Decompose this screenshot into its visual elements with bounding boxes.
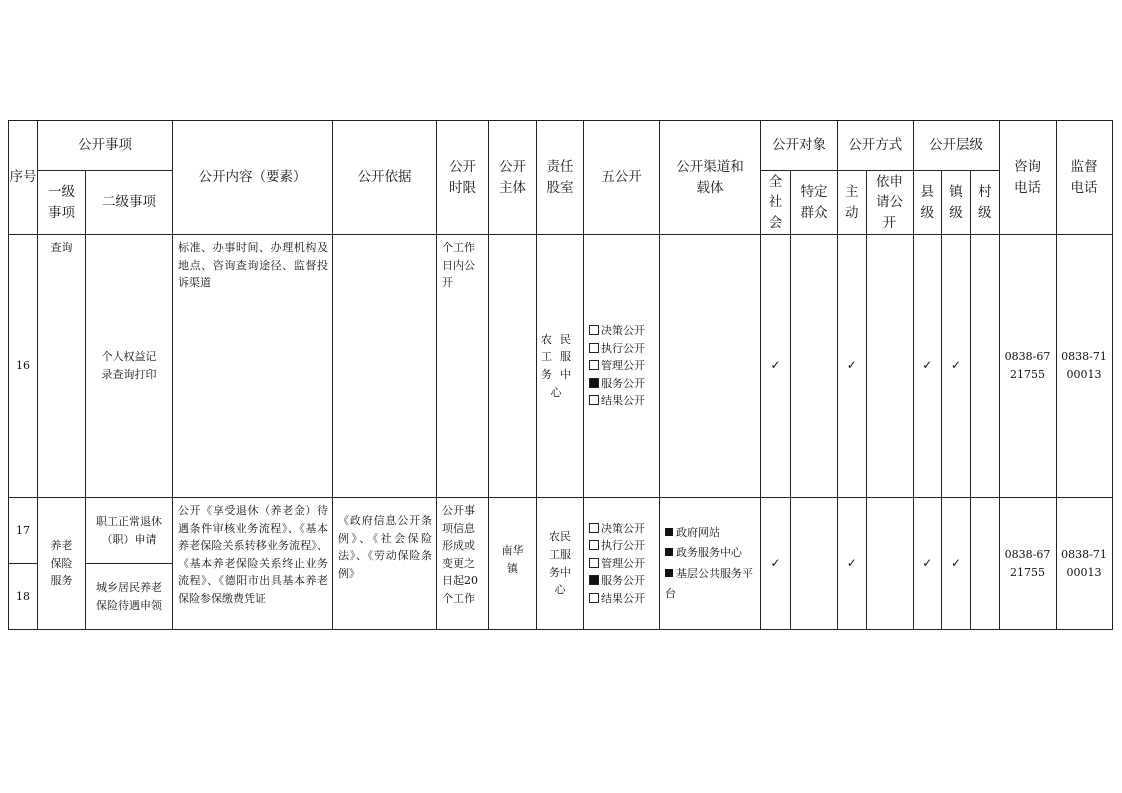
header-target: 公开对象 <box>761 121 838 171</box>
five-item: 决策公开 <box>589 322 655 340</box>
check-all-society: ✓ <box>761 498 791 630</box>
header-level2: 二级事项 <box>86 171 173 235</box>
channel-item: 政府网站 <box>665 523 756 543</box>
checkbox-result <box>589 593 599 603</box>
header-limit: 公开时限 <box>437 121 489 235</box>
row-channel <box>660 235 761 498</box>
filled-square-icon <box>665 569 673 577</box>
checkbox-result <box>589 395 599 405</box>
checkbox-management <box>589 360 599 370</box>
row-channel <box>660 498 761 630</box>
five-item: 管理公开 <box>589 555 655 573</box>
row-subject: 南华镇 <box>489 498 537 630</box>
row-phone-supervise: 0838-7100013 <box>1056 235 1112 498</box>
header-level1: 一级事项 <box>38 171 86 235</box>
row-seq: 16 <box>9 235 38 498</box>
table-row <box>9 235 1113 498</box>
five-item: 服务公开 <box>589 375 655 393</box>
row-basis: 《政府信息公开条例》、《社会保险法》、《劳动保险条例》 <box>333 498 437 630</box>
header-town: 镇级 <box>942 171 971 235</box>
row-limit: 公开事项信息形成或变更之日起20个工作 <box>437 498 489 630</box>
check-active: ✓ <box>838 498 867 630</box>
header-supervise: 监督电话 <box>1056 121 1112 235</box>
check-active: ✓ <box>838 235 867 498</box>
check-town: ✓ <box>942 498 971 630</box>
filled-square-icon <box>665 528 673 536</box>
header-seq: 序号 <box>9 121 38 235</box>
header-items: 公开事项 <box>38 121 173 171</box>
five-item: 服务公开 <box>589 572 655 590</box>
header-subject: 公开主体 <box>489 121 537 235</box>
filled-square-icon <box>665 548 673 556</box>
row-subject <box>489 235 537 498</box>
five-item: 管理公开 <box>589 357 655 375</box>
five-item: 结果公开 <box>589 392 655 410</box>
cell-specific <box>791 498 838 630</box>
row-dept: 农民工服务中心 <box>537 235 584 498</box>
header-dept: 责任股室 <box>537 121 584 235</box>
header-village: 村级 <box>971 171 1000 235</box>
cell-village <box>971 235 1000 498</box>
row-limit: 个工作日内公开 <box>437 235 489 498</box>
header-level: 公开层级 <box>913 121 999 171</box>
row-seq: 17 <box>9 498 38 564</box>
header-content: 公开内容（要素） <box>173 121 333 235</box>
five-open-list <box>584 498 660 630</box>
check-all-society: ✓ <box>761 235 791 498</box>
checkbox-management <box>589 558 599 568</box>
header-five: 五公开 <box>584 121 660 235</box>
header-request: 依申请公开 <box>866 171 913 235</box>
five-item: 结果公开 <box>589 590 655 608</box>
row-level2: 职工正常退休（职）申请 <box>86 498 173 564</box>
row-phone-consult: 0838-6721755 <box>999 498 1056 630</box>
five-item: 决策公开 <box>589 520 655 538</box>
cell-request <box>866 498 913 630</box>
row-phone-supervise: 0838-7100013 <box>1056 498 1112 630</box>
row-level2: 个人权益记录查询打印 <box>86 235 173 498</box>
row-seq: 18 <box>9 564 38 630</box>
row-level2: 城乡居民养老保险待遇申领 <box>86 564 173 630</box>
row-content: 标准、办事时间、办理机构及地点、咨询查询途径、监督投诉渠道 <box>173 235 333 498</box>
channel-item: 基层公共服务平台 <box>665 566 753 600</box>
five-open-list <box>584 235 660 498</box>
row-level1: 查询 <box>38 235 86 498</box>
header-all-society: 全社会 <box>761 171 791 235</box>
header-consult: 咨询电话 <box>999 121 1056 235</box>
header-mode: 公开方式 <box>838 121 914 171</box>
disclosure-table <box>8 120 1113 630</box>
checkbox-decision <box>589 523 599 533</box>
five-item: 执行公开 <box>589 537 655 555</box>
table-row <box>9 498 1113 564</box>
header-specific: 特定群众 <box>791 171 838 235</box>
channel-item: 政务服务中心 <box>665 543 756 563</box>
cell-village <box>971 498 1000 630</box>
header-basis: 公开依据 <box>333 121 437 235</box>
header-active: 主动 <box>838 171 867 235</box>
row-level1: 养老保险服务 <box>38 498 86 630</box>
checkbox-execution <box>589 540 599 550</box>
five-item: 执行公开 <box>589 340 655 358</box>
checkbox-service <box>589 378 599 388</box>
row-dept: 农民工服务中心 <box>537 498 584 630</box>
header-county: 县级 <box>913 171 942 235</box>
checkbox-execution <box>589 343 599 353</box>
cell-specific <box>791 235 838 498</box>
checkbox-service <box>589 575 599 585</box>
cell-request <box>866 235 913 498</box>
row-basis <box>333 235 437 498</box>
checkbox-decision <box>589 325 599 335</box>
check-county: ✓ <box>913 235 942 498</box>
row-phone-consult: 0838-6721755 <box>999 235 1056 498</box>
check-town: ✓ <box>942 235 971 498</box>
check-county: ✓ <box>913 498 942 630</box>
row-content: 公开《享受退休（养老金）待遇条件审核业务流程》、《基本养老保险关系转移业务流程》、《基本养老保险关系终止业务流程》、《德阳市出具基本养老保险参保缴费凭证 <box>173 498 333 630</box>
header-channel: 公开渠道和载体 <box>660 121 761 235</box>
